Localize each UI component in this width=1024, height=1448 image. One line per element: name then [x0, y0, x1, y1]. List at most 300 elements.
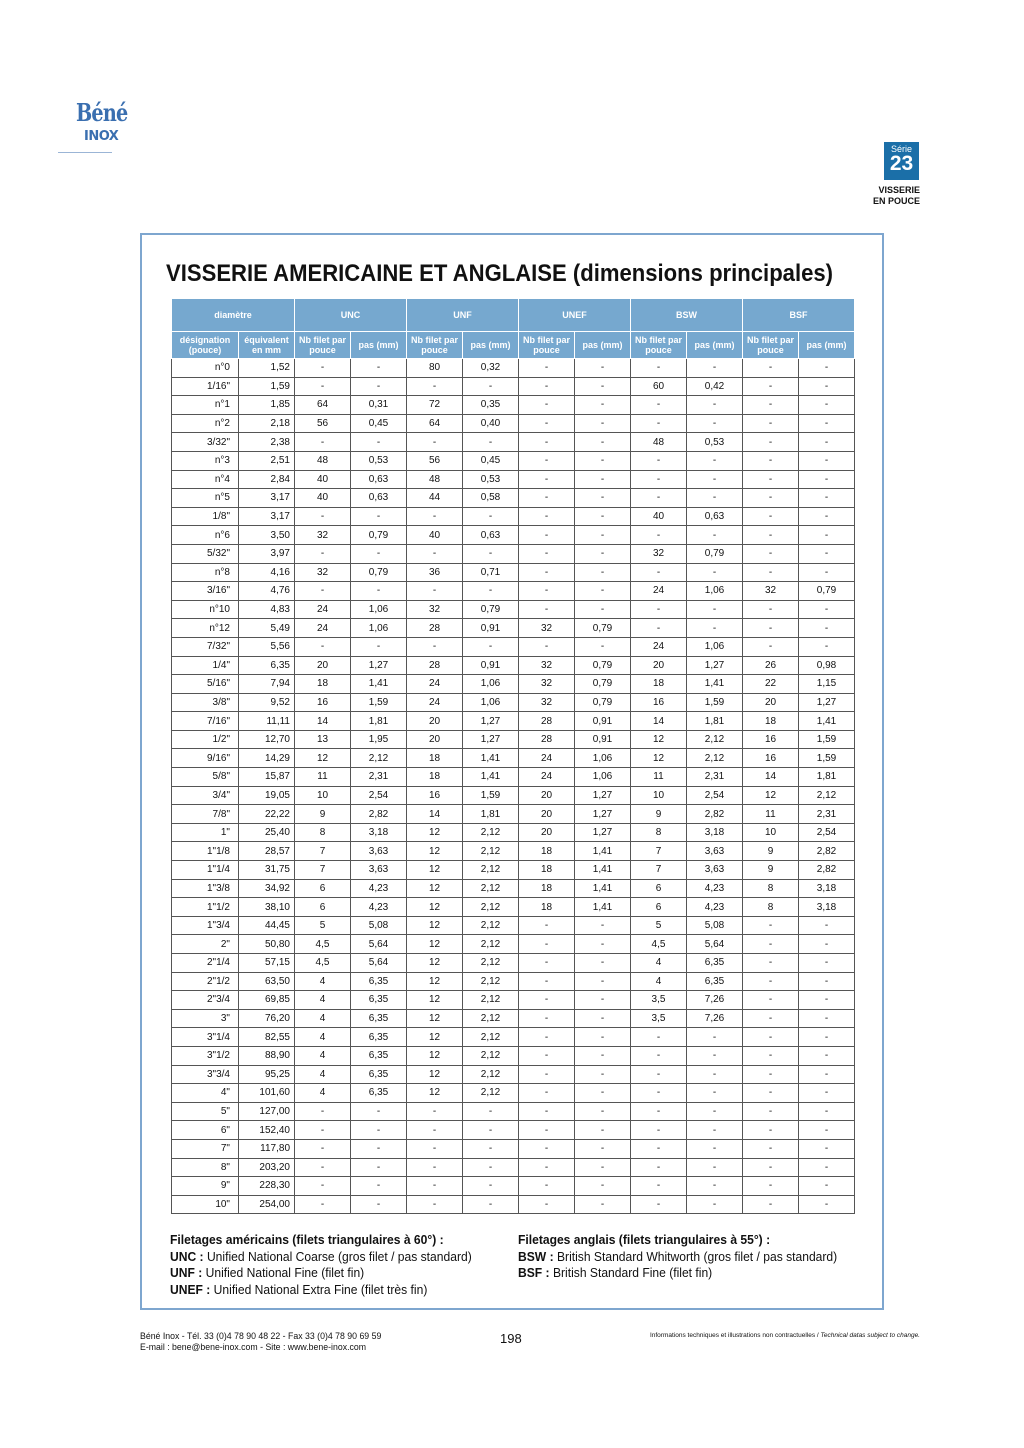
table-cell: 4,23: [351, 879, 407, 898]
table-cell: 16: [743, 730, 799, 749]
unf-abbr: UNF :: [170, 1265, 203, 1280]
table-cell: 1"3/8: [172, 879, 239, 898]
table-cell: 69,85: [239, 991, 295, 1010]
table-cell: -: [519, 1139, 575, 1158]
table-cell: -: [575, 582, 631, 601]
table-cell: -: [799, 637, 855, 656]
table-row: [172, 377, 855, 396]
table-cell: 0,40: [463, 414, 519, 433]
table-cell: 203,20: [239, 1158, 295, 1177]
table-cell: 1,81: [351, 712, 407, 731]
table-cell: 2,12: [687, 749, 743, 768]
table-cell: n°3: [172, 451, 239, 470]
table-row: [172, 675, 855, 694]
table-cell: -: [743, 1028, 799, 1047]
table-cell: 5,56: [239, 637, 295, 656]
table-cell: 8: [631, 823, 687, 842]
table-cell: 3,5: [631, 991, 687, 1010]
table-row: [172, 1121, 855, 1140]
table-cell: -: [407, 582, 463, 601]
table-cell: -: [743, 619, 799, 638]
table-cell: -: [687, 1028, 743, 1047]
serie-title-line1: VISSERIE: [878, 185, 920, 195]
table-cell: -: [463, 507, 519, 526]
table-cell: -: [575, 396, 631, 415]
table-row: [172, 972, 855, 991]
table-cell: -: [575, 563, 631, 582]
table-cell: -: [519, 526, 575, 545]
table-cell: 18: [407, 768, 463, 787]
table-cell: -: [799, 916, 855, 935]
table-cell: 152,40: [239, 1121, 295, 1140]
table-cell: -: [351, 1121, 407, 1140]
table-cell: -: [799, 1028, 855, 1047]
table-cell: 36: [407, 563, 463, 582]
group-header-row: [172, 299, 855, 332]
table-cell: 1,06: [575, 749, 631, 768]
table-cell: 64: [295, 396, 351, 415]
table-cell: 5,49: [239, 619, 295, 638]
table-cell: 12: [407, 823, 463, 842]
table-cell: 4,23: [687, 879, 743, 898]
table-row: [172, 544, 855, 563]
table-cell: 7,26: [687, 1009, 743, 1028]
table-cell: -: [743, 470, 799, 489]
table-cell: 1/16": [172, 377, 239, 396]
table-cell: 0,53: [351, 451, 407, 470]
table-cell: -: [295, 637, 351, 656]
table-cell: -: [743, 637, 799, 656]
table-cell: 12,70: [239, 730, 295, 749]
table-cell: n°6: [172, 526, 239, 545]
table-cell: 2"1/2: [172, 972, 239, 991]
table-cell: -: [407, 544, 463, 563]
table-cell: -: [687, 600, 743, 619]
table-cell: 24: [295, 600, 351, 619]
table-cell: -: [519, 563, 575, 582]
table-row: [172, 637, 855, 656]
table-cell: 16: [295, 693, 351, 712]
table-cell: -: [519, 470, 575, 489]
table-cell: -: [575, 451, 631, 470]
table-cell: 1,06: [687, 637, 743, 656]
table-cell: 4": [172, 1084, 239, 1103]
table-cell: 2,12: [687, 730, 743, 749]
table-cell: 11: [631, 768, 687, 787]
table-cell: 7": [172, 1139, 239, 1158]
table-cell: 28: [519, 730, 575, 749]
table-cell: -: [519, 582, 575, 601]
column-header: Nb filet par pouce: [295, 332, 351, 359]
unc-abbr: UNC :: [170, 1248, 204, 1264]
table-cell: -: [687, 396, 743, 415]
table-cell: -: [743, 1195, 799, 1214]
table-cell: 1,41: [575, 861, 631, 880]
table-cell: 12: [407, 954, 463, 973]
table-cell: -: [799, 377, 855, 396]
table-cell: 14: [295, 712, 351, 731]
table-cell: -: [743, 526, 799, 545]
table-cell: 4,5: [295, 954, 351, 973]
column-header: pas (mm): [351, 332, 407, 359]
table-cell: 2,54: [351, 786, 407, 805]
table-cell: 2,84: [239, 470, 295, 489]
table-cell: 1,41: [575, 898, 631, 917]
table-cell: -: [575, 526, 631, 545]
table-cell: 2,12: [463, 861, 519, 880]
table-cell: 1,81: [687, 712, 743, 731]
table-cell: 2,12: [463, 991, 519, 1010]
table-cell: 1,59: [799, 730, 855, 749]
table-cell: n°8: [172, 563, 239, 582]
table-cell: 12: [407, 1084, 463, 1103]
table-row: [172, 414, 855, 433]
table-cell: 0,91: [575, 730, 631, 749]
table-cell: -: [743, 396, 799, 415]
table-cell: 0,58: [463, 489, 519, 508]
table-cell: -: [575, 507, 631, 526]
table-cell: -: [631, 619, 687, 638]
table-cell: 12: [407, 1065, 463, 1084]
table-cell: -: [799, 619, 855, 638]
table-cell: 48: [631, 433, 687, 452]
thread-dimensions-table: [171, 298, 855, 1214]
company-logo: [58, 96, 128, 158]
table-cell: -: [743, 507, 799, 526]
table-cell: 10: [631, 786, 687, 805]
table-cell: 14: [631, 712, 687, 731]
table-cell: 0,79: [351, 563, 407, 582]
table-cell: 24: [407, 675, 463, 694]
bsf-abbr: BSF :: [518, 1265, 550, 1280]
table-cell: -: [631, 1177, 687, 1196]
table-cell: -: [463, 637, 519, 656]
table-cell: 13: [295, 730, 351, 749]
table-cell: -: [575, 1139, 631, 1158]
table-cell: -: [463, 1158, 519, 1177]
table-cell: 2,12: [463, 823, 519, 842]
table-cell: -: [743, 1177, 799, 1196]
table-row: [172, 898, 855, 917]
table-cell: 3,63: [351, 861, 407, 880]
table-cell: -: [295, 1158, 351, 1177]
table-cell: -: [799, 954, 855, 973]
table-cell: 1,27: [351, 656, 407, 675]
table-cell: -: [687, 451, 743, 470]
table-cell: -: [407, 1177, 463, 1196]
table-cell: 2,12: [463, 935, 519, 954]
table-cell: -: [295, 433, 351, 452]
table-cell: 3"1/2: [172, 1046, 239, 1065]
table-cell: 18: [631, 675, 687, 694]
table-cell: 3,63: [687, 861, 743, 880]
table-cell: 2,12: [463, 1009, 519, 1028]
table-cell: -: [799, 972, 855, 991]
table-cell: 12: [631, 730, 687, 749]
table-cell: 3,5: [631, 1009, 687, 1028]
table-cell: 3/16": [172, 582, 239, 601]
table-cell: 2,12: [463, 1046, 519, 1065]
table-row: [172, 861, 855, 880]
table-cell: 0,71: [463, 563, 519, 582]
column-header: pas (mm): [799, 332, 855, 359]
table-cell: 1,95: [351, 730, 407, 749]
table-cell: 6: [295, 879, 351, 898]
table-cell: -: [575, 359, 631, 378]
table-cell: 1"1/8: [172, 842, 239, 861]
table-cell: 12: [407, 935, 463, 954]
table-cell: 32: [743, 582, 799, 601]
table-cell: 60: [631, 377, 687, 396]
table-cell: 2,82: [799, 842, 855, 861]
table-cell: -: [743, 359, 799, 378]
table-cell: -: [799, 1046, 855, 1065]
table-cell: 0,31: [351, 396, 407, 415]
table-cell: 1/2": [172, 730, 239, 749]
table-cell: 6": [172, 1121, 239, 1140]
table-cell: -: [799, 451, 855, 470]
group-header: UNF: [407, 299, 519, 332]
table-cell: -: [687, 1046, 743, 1065]
table-cell: -: [575, 935, 631, 954]
table-body: [172, 359, 855, 1214]
table-cell: 1,06: [687, 582, 743, 601]
bsw-text: British Standard Whitworth (gros filet / pas standard): [556, 1248, 838, 1264]
table-cell: 9: [631, 805, 687, 824]
table-cell: -: [407, 1102, 463, 1121]
table-cell: 20: [519, 823, 575, 842]
table-cell: -: [519, 396, 575, 415]
table-cell: 3/8": [172, 693, 239, 712]
disclaimer-en: Technical datas subject to change.: [820, 1332, 920, 1339]
table-cell: 8: [743, 898, 799, 917]
table-cell: -: [519, 1195, 575, 1214]
table-cell: 2,12: [463, 954, 519, 973]
table-cell: -: [295, 544, 351, 563]
table-cell: 0,79: [463, 600, 519, 619]
table-cell: 4,5: [631, 935, 687, 954]
table-cell: -: [295, 1121, 351, 1140]
table-cell: 0,98: [799, 656, 855, 675]
table-cell: 19,05: [239, 786, 295, 805]
table-cell: 2,54: [799, 823, 855, 842]
footer-disclaimer: [650, 1332, 920, 1339]
column-header: Nb filet par pouce: [407, 332, 463, 359]
table-cell: -: [295, 1139, 351, 1158]
table-cell: 3/32": [172, 433, 239, 452]
table-cell: -: [743, 451, 799, 470]
sub-header-row: [172, 332, 855, 359]
table-cell: 2,82: [687, 805, 743, 824]
table-cell: -: [575, 991, 631, 1010]
table-cell: -: [743, 377, 799, 396]
table-cell: 18: [519, 879, 575, 898]
table-cell: 12: [407, 1046, 463, 1065]
table-cell: 1,06: [351, 619, 407, 638]
table-cell: 18: [519, 861, 575, 880]
table-cell: 14: [743, 768, 799, 787]
table-cell: -: [519, 451, 575, 470]
table-cell: 6: [295, 898, 351, 917]
table-cell: 2,18: [239, 414, 295, 433]
table-cell: -: [799, 1195, 855, 1214]
table-row: [172, 1195, 855, 1214]
table-cell: 8": [172, 1158, 239, 1177]
unc-text: Unified National Coarse (gros filet / pas standard): [206, 1248, 472, 1264]
table-cell: 7: [295, 842, 351, 861]
table-cell: 1,85: [239, 396, 295, 415]
column-header: Nb filet par pouce: [519, 332, 575, 359]
table-cell: 15,87: [239, 768, 295, 787]
table-cell: -: [687, 563, 743, 582]
table-cell: 22: [743, 675, 799, 694]
table-cell: 20: [519, 805, 575, 824]
table-cell: 28,57: [239, 842, 295, 861]
table-cell: 3"1/4: [172, 1028, 239, 1047]
english-threads-notes: [518, 1232, 837, 1282]
table-cell: 3,97: [239, 544, 295, 563]
table-cell: 50,80: [239, 935, 295, 954]
table-row: [172, 749, 855, 768]
table-cell: 3,17: [239, 507, 295, 526]
table-cell: 1,41: [351, 675, 407, 694]
table-cell: 4,23: [687, 898, 743, 917]
table-cell: -: [799, 935, 855, 954]
table-cell: -: [407, 1139, 463, 1158]
table-row: [172, 1084, 855, 1103]
table-row: [172, 470, 855, 489]
table-cell: -: [575, 916, 631, 935]
table-cell: -: [631, 526, 687, 545]
table-cell: 24: [407, 693, 463, 712]
table-cell: -: [351, 1158, 407, 1177]
table-cell: 1,15: [799, 675, 855, 694]
table-row: [172, 991, 855, 1010]
table-cell: -: [519, 544, 575, 563]
table-cell: -: [463, 1139, 519, 1158]
table-cell: -: [631, 1065, 687, 1084]
table-cell: 2"1/4: [172, 954, 239, 973]
table-cell: -: [575, 637, 631, 656]
table-cell: 32: [295, 563, 351, 582]
table-cell: 6,35: [687, 954, 743, 973]
table-row: [172, 805, 855, 824]
table-cell: 24: [631, 582, 687, 601]
table-cell: 12: [631, 749, 687, 768]
table-cell: 5: [295, 916, 351, 935]
table-cell: 0,32: [463, 359, 519, 378]
table-cell: 20: [407, 712, 463, 731]
table-cell: 3,18: [799, 879, 855, 898]
table-cell: 10: [743, 823, 799, 842]
table-cell: n°0: [172, 359, 239, 378]
table-cell: 1,41: [687, 675, 743, 694]
serie-badge: [884, 142, 919, 180]
table-cell: 0,42: [687, 377, 743, 396]
group-header: UNEF: [519, 299, 631, 332]
table-cell: 3"3/4: [172, 1065, 239, 1084]
table-cell: -: [519, 600, 575, 619]
page-title: VISSERIE AMERICAINE ET ANGLAISE (dimensions principales): [166, 260, 834, 287]
table-cell: 5": [172, 1102, 239, 1121]
table-cell: 14,29: [239, 749, 295, 768]
table-cell: -: [631, 1028, 687, 1047]
table-cell: 4,76: [239, 582, 295, 601]
table-cell: -: [631, 1046, 687, 1065]
table-cell: -: [743, 935, 799, 954]
table-cell: 228,30: [239, 1177, 295, 1196]
table-cell: -: [519, 359, 575, 378]
table-cell: 6,35: [351, 1084, 407, 1103]
table-row: [172, 396, 855, 415]
table-cell: -: [519, 507, 575, 526]
table-cell: 5,08: [687, 916, 743, 935]
table-cell: -: [687, 1177, 743, 1196]
table-cell: -: [631, 489, 687, 508]
table-cell: -: [687, 470, 743, 489]
table-cell: -: [463, 1121, 519, 1140]
table-cell: 117,80: [239, 1139, 295, 1158]
table-cell: 12: [407, 991, 463, 1010]
table-cell: -: [351, 1139, 407, 1158]
table-cell: 1,81: [799, 768, 855, 787]
table-cell: 34,92: [239, 879, 295, 898]
table-cell: 95,25: [239, 1065, 295, 1084]
table-row: [172, 619, 855, 638]
table-row: [172, 1139, 855, 1158]
table-cell: -: [351, 582, 407, 601]
table-cell: 254,00: [239, 1195, 295, 1214]
table-cell: 0,79: [575, 675, 631, 694]
footer-contact: [140, 1331, 381, 1353]
table-cell: 2,12: [463, 879, 519, 898]
bsf-text: British Standard Fine (filet fin): [552, 1265, 713, 1280]
table-cell: -: [351, 507, 407, 526]
table-cell: 0,53: [687, 433, 743, 452]
table-cell: 28: [407, 656, 463, 675]
table-cell: -: [519, 1102, 575, 1121]
table-cell: 4: [631, 972, 687, 991]
table-cell: 5/16": [172, 675, 239, 694]
table-cell: -: [295, 1177, 351, 1196]
table-cell: 4,5: [295, 935, 351, 954]
table-cell: 4: [295, 972, 351, 991]
table-cell: 64: [407, 414, 463, 433]
table-cell: 28: [407, 619, 463, 638]
table-cell: -: [799, 396, 855, 415]
footer-contact-line2: E-mail : bene@bene-inox.com - Site : www.bene-inox.com: [140, 1342, 367, 1353]
footer-contact-line1: Béné Inox - Tél. 33 (0)4 78 90 48 22 - Fax 33 (0)4 78 90 69 59: [140, 1331, 382, 1342]
table-cell: 2,82: [351, 805, 407, 824]
table-cell: 48: [295, 451, 351, 470]
table-cell: 18: [519, 898, 575, 917]
table-cell: 12: [407, 879, 463, 898]
table-cell: 3,50: [239, 526, 295, 545]
table-cell: 18: [407, 749, 463, 768]
table-cell: 7: [295, 861, 351, 880]
table-cell: 3,18: [799, 898, 855, 917]
group-header: diamètre: [172, 299, 295, 332]
table-cell: 20: [407, 730, 463, 749]
table-row: [172, 526, 855, 545]
table-cell: 1,41: [799, 712, 855, 731]
table-cell: n°4: [172, 470, 239, 489]
table-cell: 24: [631, 637, 687, 656]
serie-number: 23: [889, 152, 914, 175]
table-cell: 10": [172, 1195, 239, 1214]
table-cell: 48: [407, 470, 463, 489]
column-header: désignation (pouce): [172, 332, 239, 359]
